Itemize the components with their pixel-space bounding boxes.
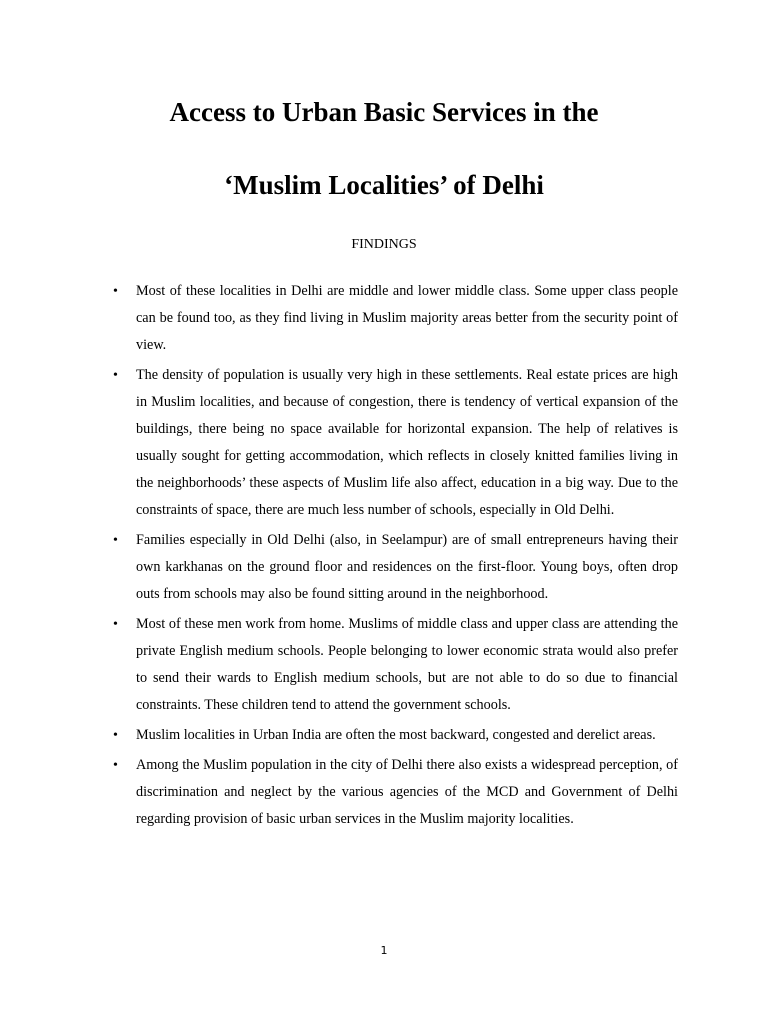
- finding-text: Most of these men work from home. Muslims of middle class and upper class are attending the private English medium schools. People belonging to lower economic strata would also prefer to send their wards to English medium schools, but are not able to do so due to financial constraints. These children tend to attend the government schools.: [136, 616, 678, 713]
- finding-text: Most of these localities in Delhi are middle and lower middle class. Some upper class people can be found too, as they find living in Muslim majority areas better from the security point of view.: [136, 283, 678, 353]
- bullet-icon: •: [113, 617, 118, 632]
- bullet-icon: •: [113, 533, 118, 548]
- page-number: 1: [380, 944, 388, 957]
- section-label-findings: FINDINGS: [351, 237, 417, 252]
- finding-text: Families especially in Old Delhi (also, in Seelampur) are of small entrepreneurs having their own karkhanas on the ground floor and residences on the first-floor. Young boys, often drop outs from schools may also be found sitting around in the neighborhood.: [136, 532, 678, 602]
- bullet-icon: •: [113, 368, 118, 383]
- finding-item: [113, 752, 678, 833]
- finding-text: Muslim localities in Urban India are often the most backward, congested and derelict areas.: [136, 727, 656, 743]
- title-line-1: Access to Urban Basic Services in the: [169, 97, 599, 127]
- finding-item: [113, 722, 678, 749]
- findings-list: [113, 278, 678, 836]
- finding-text: The density of population is usually very high in these settlements. Real estate prices are high in Muslim localities, and because of congestion, there is tendency of vertical expansion of the buildings, there being no space available for horizontal expansion. The help of relatives is usually sought for getting accommodation, which reflects in closely knitted families living in the neighborhoods’ these aspects of Muslim life also affect, education in a big way. Due to the constraints of space, there are much less number of schools, especially in Old Delhi.: [136, 367, 678, 518]
- title-line-2: ‘Muslim Localities’ of Delhi: [224, 170, 544, 200]
- finding-item: [113, 527, 678, 608]
- finding-item: [113, 611, 678, 719]
- finding-item: [113, 278, 678, 359]
- bullet-icon: •: [113, 728, 118, 743]
- bullet-icon: •: [113, 758, 118, 773]
- finding-text: Among the Muslim population in the city of Delhi there also exists a widespread perception, of discrimination and neglect by the various agencies of the MCD and Government of Delhi regarding provision of basic urban services in the Muslim majority localities.: [136, 757, 678, 827]
- bullet-icon: •: [113, 284, 118, 299]
- finding-item: [113, 362, 678, 524]
